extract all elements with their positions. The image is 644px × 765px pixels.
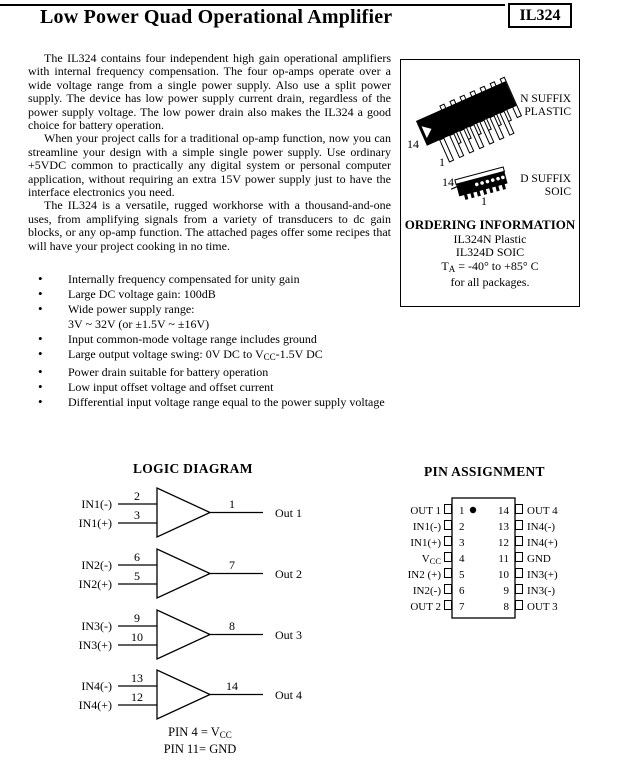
feature-item: • Wide power supply range: 3V ~ 32V (or ±1.5V ~ ±16V) (28, 302, 404, 332)
dip-pin14-label: 14 (407, 137, 419, 151)
opamp-out-label: Out 2 (275, 567, 302, 581)
opamp-neg-input-label: IN4(-) (81, 679, 112, 693)
pin-stub (516, 505, 523, 514)
pin-left-label: IN2 (+) (407, 569, 441, 581)
opamp-2 (56, 543, 386, 603)
soic-pin1-label: 1 (481, 194, 487, 208)
pin-right-label: OUT 4 (527, 505, 558, 517)
intro-paragraph: The IL324 contains four independent high gain operational amplifiers with internal frequency compensation. The four op-amps operate over a wide voltage range from a single power supply. Also use a split power supply. The device has low power supply current drain, regardless of the power supply voltage. The low power drain also makes the IL324 a good choice for battery operation. (28, 51, 391, 133)
intro-paragraph: When your project calls for a traditional op-amp function, now you can streamline your design with a simple single power supply. Use ordinary +5VDC common to practically any digital system or personal computer application, without requiring an extra 15V power supply just to have the interface electronics you need. (28, 131, 391, 200)
pin-right-label: IN4(-) (527, 521, 556, 533)
pin-stub (445, 537, 452, 546)
opamp-triangle (157, 610, 210, 659)
opamp-out-pin: 1 (229, 497, 235, 511)
pin-left-number: 1 (459, 505, 465, 517)
opamp-pos-pin: 12 (131, 690, 143, 704)
logic-diagram-notes (120, 726, 280, 756)
pin-left-label: IN1(+) (410, 537, 441, 549)
pin-right-number: 11 (498, 553, 509, 565)
opamp-neg-input-label: IN3(-) (81, 619, 112, 633)
opamp-pos-input-label: IN4(+) (78, 698, 112, 712)
pin-assignment-heading: PIN ASSIGNMENT (424, 464, 545, 479)
pin-left-number: 7 (459, 601, 465, 613)
pin-stub (445, 569, 452, 578)
pin-right-number: 13 (498, 521, 509, 533)
dip-pin1-label: 1 (439, 155, 445, 169)
logic-diagram-heading: LOGIC DIAGRAM (133, 461, 253, 476)
opamp-neg-pin: 2 (134, 489, 140, 503)
package-info-box (400, 59, 580, 307)
pin-stub (516, 553, 523, 562)
pin-right-number: 10 (498, 569, 509, 581)
intro-text (28, 52, 391, 253)
pin-right-number: 8 (503, 601, 509, 613)
opamp-4 (56, 664, 386, 724)
opamp-pos-input-label: IN3(+) (78, 638, 112, 652)
opamp-neg-input-label: IN2(-) (81, 558, 112, 572)
pin1-dot-icon (470, 507, 476, 513)
ordering-temp-range: $T_A = -40^\circ$ to +85° C (441, 258, 539, 274)
pin-stub (516, 601, 523, 610)
opamp-neg-input-label: IN1(-) (81, 497, 112, 511)
pin-stub (445, 553, 452, 562)
ordering-line: for all packages. (450, 275, 530, 289)
opamp-3 (56, 604, 386, 664)
opamp-out-label: Out 3 (275, 628, 302, 642)
pin-stub (445, 505, 452, 514)
pin11-note: PIN 11= GND (163, 741, 237, 756)
opamp-neg-pin: 9 (134, 611, 140, 625)
pin-stub (445, 585, 452, 594)
opamp-out-pin: 7 (229, 558, 235, 572)
feature-item: • Internally frequency compensated for unity gain (28, 272, 404, 287)
pin-left-number: 4 (459, 553, 465, 565)
opamp-pos-input-label: IN2(+) (78, 577, 112, 591)
dip-package-icon (403, 66, 535, 174)
opamp-triangle (157, 549, 210, 598)
page-title: Low Power Quad Operational Amplifier (40, 6, 393, 28)
opamp-neg-pin: 6 (134, 550, 140, 564)
features-list (28, 272, 404, 410)
feature-item: • Input common-mode voltage range includes ground (28, 332, 404, 347)
opamp-out-label: Out 1 (275, 506, 302, 520)
opamp-triangle (157, 670, 210, 719)
pin-assignment-diagram (400, 488, 640, 630)
pin-stub (516, 585, 523, 594)
opamp-neg-pin: 13 (131, 671, 143, 685)
pin-right-number: 14 (498, 505, 509, 517)
pin-left-number: 5 (459, 569, 465, 581)
part-number: IL324 (519, 6, 561, 24)
pin-left-label: IN1(-) (412, 521, 441, 533)
feature-item: • Power drain suitable for battery operation (28, 365, 404, 380)
pin-stub (516, 569, 523, 578)
pin-right-number: 12 (498, 537, 509, 549)
feature-item: • Low input offset voltage and offset current (28, 380, 404, 395)
feature-item: • Large DC voltage gain: 100dB (28, 287, 404, 302)
opamp-triangle (157, 488, 210, 537)
opamp-out-label: Out 4 (275, 688, 302, 702)
pin-right-label: GND (527, 553, 551, 565)
ordering-line: IL324N Plastic (453, 231, 527, 246)
opamp-1 (56, 482, 386, 542)
soic-pin14-label: 14 (442, 175, 454, 189)
opamp-pos-pin: 5 (134, 569, 140, 583)
pin-left-label: OUT 2 (410, 601, 441, 613)
pin-stub (516, 521, 523, 530)
pin-left-number: 6 (459, 585, 465, 597)
opamp-out-pin: 8 (229, 619, 235, 633)
pin4-note: PIN $4 = V_{CC}$ (168, 725, 232, 740)
pin-right-label: IN3(-) (527, 585, 556, 597)
ordering-heading: ORDERING INFORMATION (404, 217, 576, 232)
pin-stub (445, 601, 452, 610)
part-number-box (508, 3, 572, 28)
feature-item: • Large output voltage swing: 0V DC to $V_{CC}-1.5V$ DC (28, 347, 404, 365)
n-suffix-label: N SUFFIX PLASTIC (520, 93, 571, 118)
pin-right-label: IN4(+) (527, 537, 558, 549)
opamp-out-pin: 14 (226, 679, 238, 693)
pin-right-label: IN3(+) (527, 569, 558, 581)
pin-stub (445, 521, 452, 530)
pin-right-label: OUT 3 (527, 601, 558, 613)
intro-paragraph: The IL324 is a versatile, rugged workhorse with a thousand-and-one uses, from amplifying signals from a variety of transducers to dc gain blocks, or any op-amp function. The attached pages offer some recipes that will have your project cooking in no time. (28, 198, 391, 253)
pin-left-label: OUT 1 (410, 505, 441, 517)
ordering-line: IL324D SOIC (455, 245, 525, 259)
pin-left-number: 2 (459, 521, 465, 533)
pin-left-label: IN2(-) (412, 585, 441, 597)
opamp-pos-input-label: IN1(+) (78, 516, 112, 530)
pin-left-label: VCC (421, 553, 441, 566)
d-suffix-label: D SUFFIX SOIC (520, 173, 571, 198)
pin-stub (516, 537, 523, 546)
ordering-information (401, 218, 579, 290)
opamp-pos-pin: 10 (131, 630, 143, 644)
pin-right-number: 9 (503, 585, 509, 597)
pin-left-number: 3 (459, 537, 465, 549)
feature-item: • Differential input voltage range equal to the power supply voltage (28, 395, 404, 410)
opamp-pos-pin: 3 (134, 508, 140, 522)
